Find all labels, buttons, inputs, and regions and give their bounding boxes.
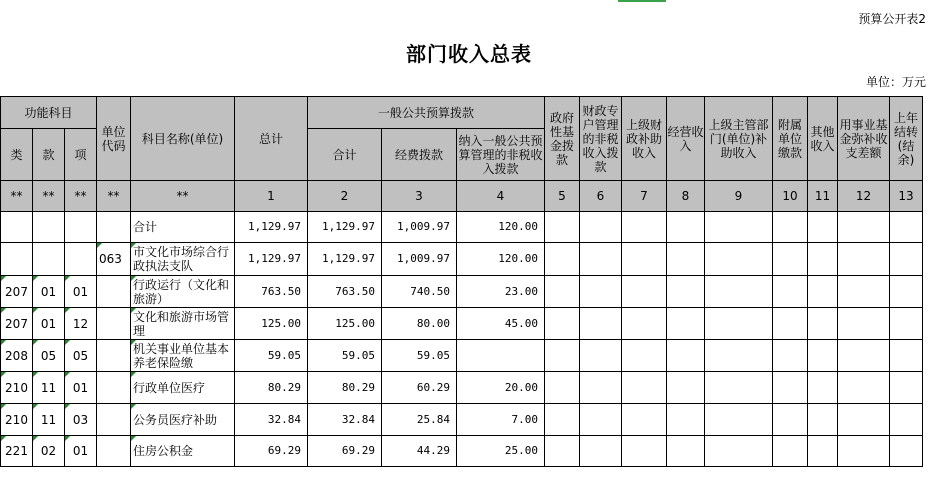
empty-cell[interactable]	[890, 404, 923, 436]
empty-cell[interactable]	[890, 340, 923, 372]
empty-cell[interactable]	[667, 243, 705, 276]
empty-cell[interactable]	[773, 276, 808, 308]
nontax-cell[interactable]: 120.00	[457, 243, 545, 276]
subtotal-header: 合计	[308, 129, 382, 181]
func-subject-header: 功能科目	[1, 97, 97, 129]
empty-cell[interactable]	[705, 436, 773, 467]
empty-cell[interactable]	[773, 340, 808, 372]
column-index-cell: **	[1, 181, 33, 212]
column-index-row	[1, 181, 923, 212]
table-row	[1, 340, 923, 372]
unit-code-header: 单位代码	[97, 97, 131, 181]
subject-name-cell[interactable]: 合计	[131, 212, 235, 243]
kuan-cell[interactable]	[33, 212, 65, 243]
subtotal-cell[interactable]: 763.50	[308, 276, 382, 308]
total-cell[interactable]: 1,129.97	[235, 243, 308, 276]
empty-cell[interactable]	[622, 276, 667, 308]
funding-cell[interactable]: 740.50	[382, 276, 457, 308]
empty-cell[interactable]	[667, 372, 705, 404]
subject-name-cell[interactable]: 机关事业单位基本养老保险缴	[131, 340, 235, 372]
empty-cell[interactable]	[622, 340, 667, 372]
empty-cell[interactable]	[838, 404, 890, 436]
column-index-cell: 8	[667, 181, 705, 212]
empty-cell[interactable]	[808, 340, 838, 372]
empty-cell[interactable]	[705, 404, 773, 436]
subtotal-cell[interactable]: 1,129.97	[308, 243, 382, 276]
table-row	[1, 212, 923, 243]
empty-cell[interactable]	[838, 212, 890, 243]
carryover-header: 上年结转(结余)	[890, 97, 923, 181]
nontax-cell[interactable]	[457, 340, 545, 372]
nontax-cell[interactable]: 45.00	[457, 308, 545, 340]
empty-cell[interactable]	[705, 243, 773, 276]
xiang-cell[interactable]: 03	[65, 404, 97, 436]
page-title: 部门收入总表	[406, 42, 532, 66]
kuan-cell[interactable]: 05	[33, 340, 65, 372]
empty-cell[interactable]	[580, 436, 622, 467]
table-row	[1, 372, 923, 404]
empty-cell[interactable]	[705, 340, 773, 372]
empty-cell[interactable]	[838, 243, 890, 276]
empty-cell[interactable]	[545, 436, 580, 467]
affiliated-income-header: 附属单位缴款	[773, 97, 808, 181]
column-index-cell: 12	[838, 181, 890, 212]
empty-cell[interactable]	[838, 436, 890, 467]
empty-cell[interactable]	[773, 404, 808, 436]
empty-cell[interactable]	[667, 340, 705, 372]
empty-cell[interactable]	[622, 243, 667, 276]
total-cell[interactable]: 1,129.97	[235, 212, 308, 243]
subject-name-header: 科目名称(单位)	[131, 97, 235, 181]
unit-code-cell[interactable]	[97, 308, 131, 340]
empty-cell[interactable]	[890, 372, 923, 404]
nontax-header: 纳入一般公共预算管理的非税收入拨款	[457, 129, 545, 181]
career-fund-header: 用事业基金弥补收支差额	[838, 97, 890, 181]
empty-cell[interactable]	[705, 372, 773, 404]
column-index-cell: 1	[235, 181, 308, 212]
xiang-cell[interactable]: 01	[65, 372, 97, 404]
empty-cell[interactable]	[773, 372, 808, 404]
column-index-cell: **	[97, 181, 131, 212]
xiang-cell[interactable]	[65, 212, 97, 243]
total-cell[interactable]: 80.29	[235, 372, 308, 404]
subject-name-cell[interactable]: 住房公积金	[131, 436, 235, 467]
selection-edge	[618, 0, 666, 2]
other-income-header: 其他收入	[808, 97, 838, 181]
table-row	[1, 243, 923, 276]
column-index-cell: **	[131, 181, 235, 212]
empty-cell[interactable]	[667, 308, 705, 340]
empty-cell[interactable]	[705, 308, 773, 340]
empty-cell[interactable]	[890, 436, 923, 467]
business-income-header: 经营收入	[667, 97, 705, 181]
unit-code-cell[interactable]	[97, 276, 131, 308]
empty-cell[interactable]	[808, 436, 838, 467]
total-cell[interactable]: 763.50	[235, 276, 308, 308]
total-cell[interactable]: 125.00	[235, 308, 308, 340]
column-index-cell: 2	[308, 181, 382, 212]
column-index-cell: **	[65, 181, 97, 212]
empty-cell[interactable]	[808, 308, 838, 340]
column-index-cell: 9	[705, 181, 773, 212]
total-cell[interactable]: 32.84	[235, 404, 308, 436]
column-index-cell: 11	[808, 181, 838, 212]
lei-cell[interactable]	[1, 243, 33, 276]
table-row	[1, 436, 923, 467]
empty-cell[interactable]	[773, 308, 808, 340]
empty-cell[interactable]	[545, 212, 580, 243]
superior-subsidy-header: 上级财政补助收入	[622, 97, 667, 181]
column-index-cell: 5	[545, 181, 580, 212]
empty-cell[interactable]	[773, 212, 808, 243]
form-number: 预算公开表2	[858, 12, 926, 26]
table-body	[1, 212, 923, 467]
lei-cell[interactable]: 207	[1, 276, 33, 308]
empty-cell[interactable]	[622, 308, 667, 340]
subtotal-cell[interactable]: 125.00	[308, 308, 382, 340]
empty-cell[interactable]	[622, 372, 667, 404]
empty-cell[interactable]	[580, 404, 622, 436]
empty-cell[interactable]	[545, 404, 580, 436]
empty-cell[interactable]	[622, 212, 667, 243]
lei-cell[interactable]: 208	[1, 340, 33, 372]
empty-cell[interactable]	[580, 340, 622, 372]
empty-cell[interactable]	[545, 372, 580, 404]
empty-cell[interactable]	[580, 308, 622, 340]
empty-cell[interactable]	[580, 212, 622, 243]
lei-header: 类	[1, 129, 33, 181]
lei-cell[interactable]: 210	[1, 372, 33, 404]
funding-cell[interactable]: 80.00	[382, 308, 457, 340]
empty-cell[interactable]	[545, 243, 580, 276]
empty-cell[interactable]	[808, 212, 838, 243]
subtotal-cell[interactable]: 80.29	[308, 372, 382, 404]
xiang-cell[interactable]: 01	[65, 276, 97, 308]
column-index-cell: 4	[457, 181, 545, 212]
column-index-cell: **	[33, 181, 65, 212]
empty-cell[interactable]	[545, 276, 580, 308]
empty-cell[interactable]	[705, 276, 773, 308]
subject-name-cell[interactable]: 行政单位医疗	[131, 372, 235, 404]
empty-cell[interactable]	[667, 436, 705, 467]
funding-cell[interactable]: 44.29	[382, 436, 457, 467]
subtotal-cell[interactable]: 1,129.97	[308, 212, 382, 243]
unit-code-cell[interactable]	[97, 212, 131, 243]
total-cell[interactable]: 69.29	[235, 436, 308, 467]
funding-header: 经费拨款	[382, 129, 457, 181]
empty-cell[interactable]	[667, 212, 705, 243]
empty-cell[interactable]	[808, 243, 838, 276]
nontax-cell[interactable]: 23.00	[457, 276, 545, 308]
empty-cell[interactable]	[667, 276, 705, 308]
funding-cell[interactable]: 25.84	[382, 404, 457, 436]
funding-cell[interactable]: 1,009.97	[382, 212, 457, 243]
column-index-cell: 10	[773, 181, 808, 212]
kuan-cell[interactable]: 11	[33, 404, 65, 436]
column-index-cell: 13	[890, 181, 923, 212]
empty-cell[interactable]	[838, 276, 890, 308]
superior-dept-subsidy-header: 上级主管部门(单位)补助收入	[705, 97, 773, 181]
subtotal-cell[interactable]: 32.84	[308, 404, 382, 436]
empty-cell[interactable]	[890, 212, 923, 243]
empty-cell[interactable]	[890, 276, 923, 308]
column-index-cell: 6	[580, 181, 622, 212]
empty-cell[interactable]	[773, 243, 808, 276]
nontax-cell[interactable]: 7.00	[457, 404, 545, 436]
empty-cell[interactable]	[667, 404, 705, 436]
empty-cell[interactable]	[838, 308, 890, 340]
kuan-cell[interactable]: 11	[33, 372, 65, 404]
xiang-cell[interactable]	[65, 243, 97, 276]
funding-cell[interactable]: 60.29	[382, 372, 457, 404]
empty-cell[interactable]	[808, 372, 838, 404]
empty-cell[interactable]	[890, 308, 923, 340]
kuan-cell[interactable]	[33, 243, 65, 276]
funding-cell[interactable]: 1,009.97	[382, 243, 457, 276]
subtotal-cell[interactable]: 59.05	[308, 340, 382, 372]
empty-cell[interactable]	[773, 436, 808, 467]
lei-cell[interactable]: 207	[1, 308, 33, 340]
empty-cell[interactable]	[545, 340, 580, 372]
unit-code-cell[interactable]	[97, 372, 131, 404]
kuan-cell[interactable]: 02	[33, 436, 65, 467]
empty-cell[interactable]	[580, 372, 622, 404]
unit-code-cell[interactable]: 063	[97, 243, 131, 276]
total-cell[interactable]: 59.05	[235, 340, 308, 372]
nontax-cell[interactable]: 120.00	[457, 212, 545, 243]
lei-cell[interactable]	[1, 212, 33, 243]
table-row	[1, 276, 923, 308]
unit-code-cell[interactable]	[97, 404, 131, 436]
nontax-cell[interactable]: 25.00	[457, 436, 545, 467]
empty-cell[interactable]	[705, 212, 773, 243]
empty-cell[interactable]	[890, 243, 923, 276]
empty-cell[interactable]	[622, 436, 667, 467]
empty-cell[interactable]	[580, 243, 622, 276]
total-header: 总计	[235, 97, 308, 181]
empty-cell[interactable]	[580, 276, 622, 308]
income-summary-table	[0, 96, 923, 467]
empty-cell[interactable]	[838, 340, 890, 372]
xiang-cell[interactable]: 12	[65, 308, 97, 340]
xiang-cell[interactable]: 05	[65, 340, 97, 372]
empty-cell[interactable]	[838, 372, 890, 404]
subject-name-cell[interactable]: 行政运行（文化和旅游）	[131, 276, 235, 308]
unit-code-cell[interactable]	[97, 436, 131, 467]
empty-cell[interactable]	[622, 404, 667, 436]
column-index-cell: 7	[622, 181, 667, 212]
subtotal-cell[interactable]: 69.29	[308, 436, 382, 467]
kuan-cell[interactable]: 01	[33, 308, 65, 340]
fiscal-special-header: 财政专户管理的非税收入拨款	[580, 97, 622, 181]
empty-cell[interactable]	[808, 276, 838, 308]
general-budget-header: 一般公共预算拨款	[308, 97, 545, 129]
kuan-cell[interactable]: 01	[33, 276, 65, 308]
xiang-header: 项	[65, 129, 97, 181]
nontax-cell[interactable]: 20.00	[457, 372, 545, 404]
unit-label: 单位：万元	[865, 75, 926, 89]
lei-cell[interactable]: 210	[1, 404, 33, 436]
lei-cell[interactable]: 221	[1, 436, 33, 467]
subject-name-cell[interactable]: 公务员医疗补助	[131, 404, 235, 436]
subject-name-cell[interactable]: 市文化市场综合行政执法支队	[131, 243, 235, 276]
funding-cell[interactable]: 59.05	[382, 340, 457, 372]
unit-code-cell[interactable]	[97, 340, 131, 372]
empty-cell[interactable]	[545, 308, 580, 340]
table-row	[1, 404, 923, 436]
gov-fund-header: 政府性基金拨款	[545, 97, 580, 181]
table-row	[1, 308, 923, 340]
empty-cell[interactable]	[808, 404, 838, 436]
xiang-cell[interactable]: 01	[65, 436, 97, 467]
column-index-cell: 3	[382, 181, 457, 212]
subject-name-cell[interactable]: 文化和旅游市场管理	[131, 308, 235, 340]
kuan-header: 款	[33, 129, 65, 181]
